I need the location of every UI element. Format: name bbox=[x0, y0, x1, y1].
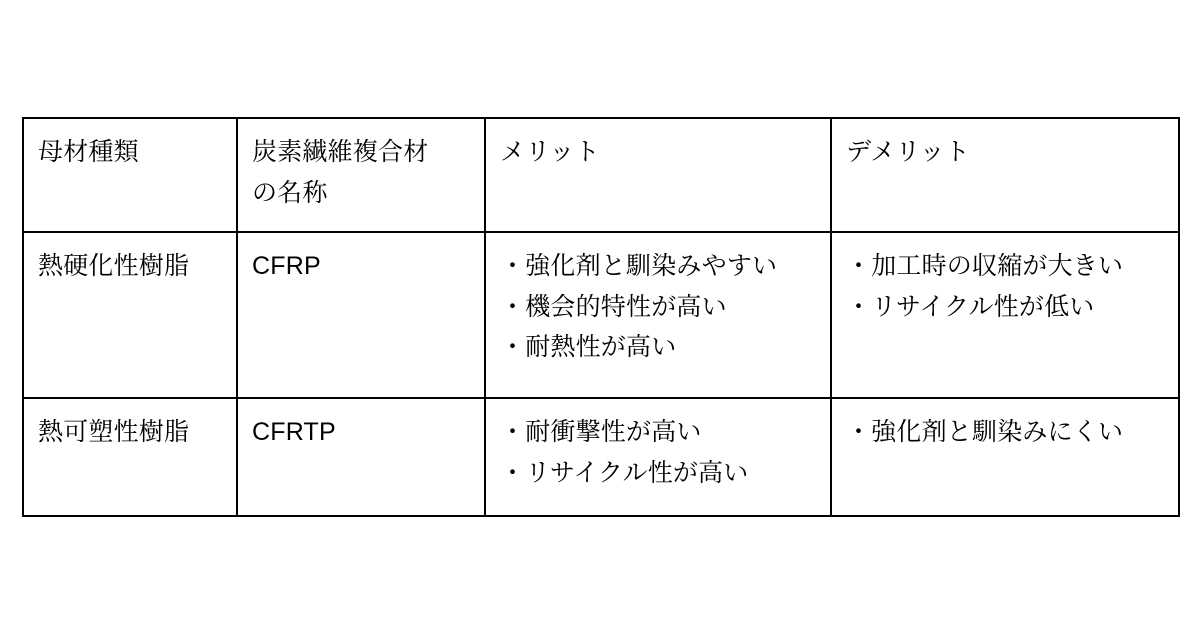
cell-demerits bbox=[831, 398, 1179, 516]
table-row bbox=[23, 398, 1179, 516]
header-cell-demerits bbox=[831, 118, 1179, 232]
merit-item: ・耐熱性が高い bbox=[500, 333, 677, 361]
header-cell-matrix-type bbox=[23, 118, 237, 232]
header-label-matrix-type: 母材種類 bbox=[38, 138, 139, 166]
table-header-row bbox=[23, 118, 1179, 232]
comparison-table-container bbox=[22, 117, 1178, 517]
demerit-item: ・加工時の収縮が大きい bbox=[846, 252, 1124, 280]
cell-demerits bbox=[831, 232, 1179, 398]
cell-merits bbox=[485, 232, 831, 398]
cell-matrix-type bbox=[23, 398, 237, 516]
header-label-composite-name-line1: 炭素繊維複合材 bbox=[252, 138, 429, 166]
header-cell-merits bbox=[485, 118, 831, 232]
value-composite-name: CFRTP bbox=[252, 418, 336, 446]
value-composite-name: CFRP bbox=[252, 252, 321, 280]
table-row bbox=[23, 232, 1179, 398]
value-matrix-type: 熱可塑性樹脂 bbox=[38, 418, 190, 446]
header-label-merits: メリット bbox=[500, 138, 600, 166]
demerit-item: ・強化剤と馴染みにくい bbox=[846, 418, 1124, 446]
cell-composite-name bbox=[237, 232, 485, 398]
header-label-demerits: デメリット bbox=[846, 138, 971, 166]
cell-matrix-type bbox=[23, 232, 237, 398]
merit-item: ・リサイクル性が高い bbox=[500, 458, 749, 487]
merit-item: ・耐衝撃性が高い bbox=[500, 418, 702, 446]
merit-item: ・強化剤と馴染みやすい bbox=[500, 252, 778, 280]
header-cell-composite-name bbox=[237, 118, 485, 232]
cell-merits bbox=[485, 398, 831, 516]
cell-composite-name bbox=[237, 398, 485, 516]
header-label-composite-name-line2: の名称 bbox=[252, 178, 328, 207]
demerit-item: ・リサイクル性が低い bbox=[846, 292, 1095, 321]
merit-item: ・機会的特性が高い bbox=[500, 292, 727, 321]
cfrp-cfrtp-comparison-table bbox=[22, 117, 1180, 517]
value-matrix-type: 熱硬化性樹脂 bbox=[38, 252, 190, 280]
